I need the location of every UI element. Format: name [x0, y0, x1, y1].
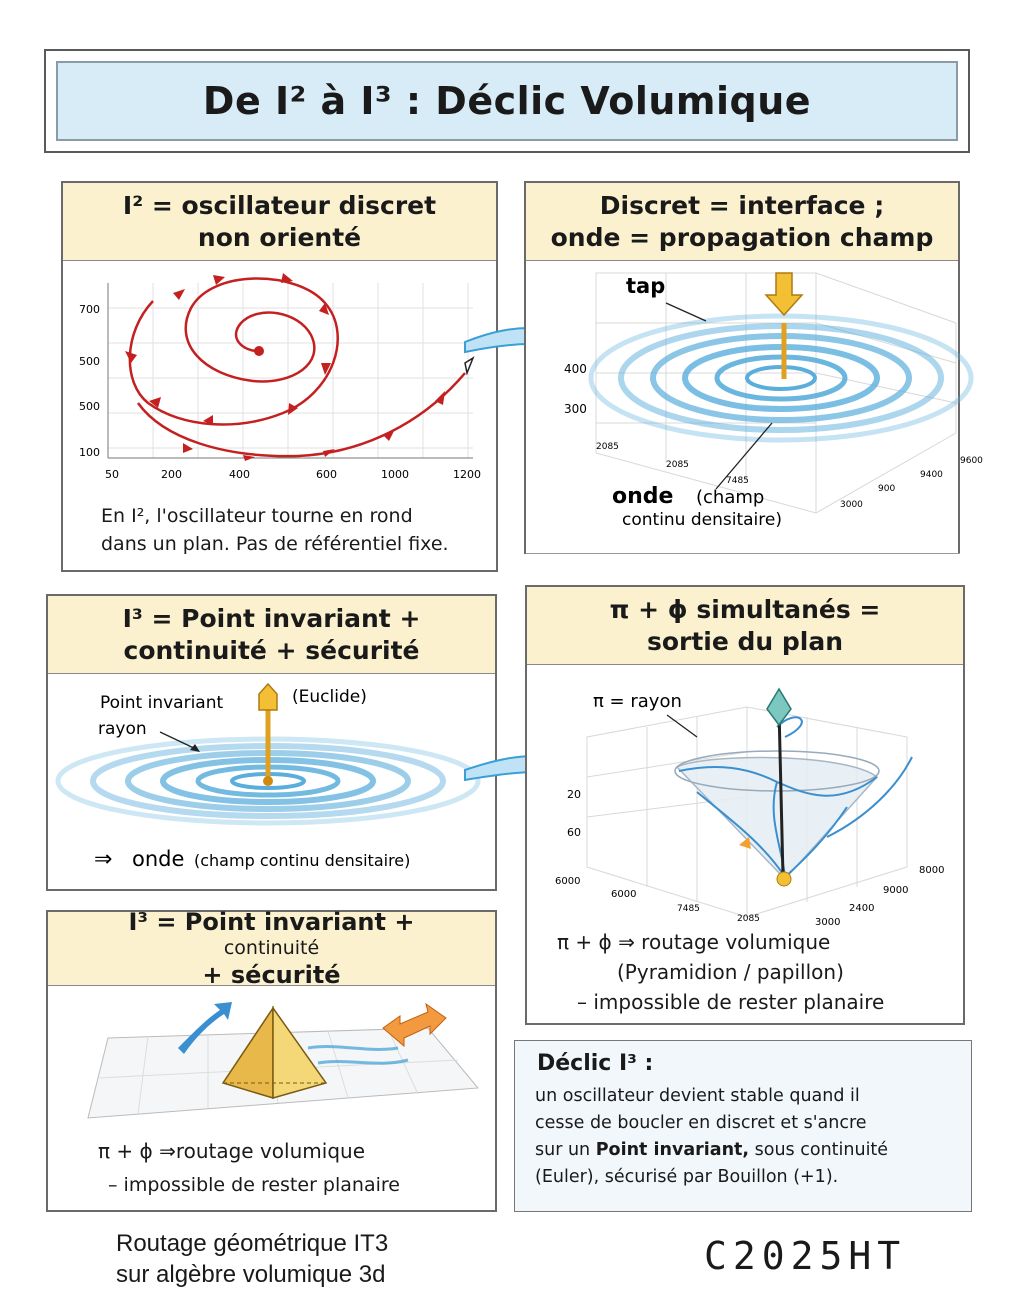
cone-gold-marker: [739, 837, 751, 849]
ripple-axis-label-3: 7485: [726, 476, 749, 486]
panel-pi-phi-heading-line2: sortie du plan: [646, 626, 844, 656]
y-tick-2: 500: [79, 355, 100, 368]
ripple-axis-label-5: 9600: [960, 456, 983, 466]
panel-pi-phi-heading-line1: π + ϕ simultanés =: [609, 595, 881, 625]
panel-discrete-heading-line1: Discret = interface ;: [599, 191, 885, 221]
invariant-arrowhead: [259, 684, 277, 710]
invariant-base-dot: [263, 776, 273, 786]
cone-axis-label-2: 6000: [611, 889, 637, 900]
cone-y-tick-1: 20: [567, 788, 581, 801]
cone-body: [677, 758, 877, 879]
y-tick-4: 100: [79, 446, 100, 459]
panel-discrete-interface: [524, 181, 983, 554]
euclide-label: (Euclide): [292, 687, 367, 707]
panel-pi-phi-caption: [557, 927, 884, 1017]
onde-label-3: onde: [132, 847, 185, 871]
cone-axis-label-5: 8000: [919, 865, 945, 876]
panel-pi-phi-heading: [527, 587, 963, 665]
pyramid-line1: π + ϕ ⇒routage volumique: [98, 1139, 365, 1163]
cone-apex-dot: [777, 872, 791, 886]
cone-axis-label-4: 2085: [737, 914, 760, 924]
pi-phi-line1: π + ϕ ⇒ routage volumique: [557, 930, 831, 954]
ripple-axis-label-6: 900: [878, 484, 896, 494]
ripple-3d-chart: [526, 263, 983, 553]
x-tick-6: 1200: [453, 468, 481, 481]
panel-i2-caption-line2: dans un plan. Pas de référentiel fixe.: [101, 532, 449, 555]
panel-i3-heading-line1: I³ = Point invariant +: [122, 604, 421, 634]
tap-pointer: [666, 303, 706, 321]
panel-i2-heading: [63, 183, 496, 261]
panel-i3-pyramid-heading: [48, 907, 495, 990]
spiral-center-dot: [254, 346, 264, 356]
footer-caption: [116, 1228, 388, 1290]
onde-sub-1: (champ: [696, 487, 765, 508]
declic-text: [535, 1083, 888, 1192]
cone-y-tick-2: 60: [567, 826, 581, 839]
footer-line2: sur algèbre volumique 3d: [116, 1261, 386, 1289]
ripple-axis-label-7: 3000: [840, 500, 863, 510]
cone-axis-label-1: 6000: [555, 876, 581, 887]
cone-axis-label-8: 3000: [815, 917, 841, 928]
panel-i3-heading: [48, 596, 495, 674]
spiral-chart: [63, 263, 496, 493]
x-tick-4: 600: [316, 468, 337, 481]
declic-line3-a: sur un: [535, 1140, 596, 1161]
x-tick-3: 400: [229, 468, 250, 481]
panel-i3-heading-line2: continuité + sécurité: [123, 635, 420, 665]
title-banner: [56, 61, 958, 141]
rayon-label: rayon: [98, 719, 147, 739]
panel-i3-invariant: [46, 594, 497, 891]
y-tick-3: 500: [79, 400, 100, 413]
panel-i3-pyramid-heading-line2: + sécurité: [202, 961, 341, 990]
cone-3d-chart: [527, 667, 963, 927]
panel-i3-pyramid-caption: [98, 1134, 400, 1202]
title-frame: [44, 49, 970, 153]
panel-i3-pyramid: [46, 907, 497, 1212]
declic-line3-c: sous continuité: [749, 1140, 889, 1161]
pyramid-illustration: [48, 988, 495, 1128]
declic-line2: cesse de boucler en discret et s'ancre: [535, 1113, 867, 1134]
spiral-outer-curve: [138, 373, 465, 456]
footer-code: C2025HT: [704, 1234, 907, 1278]
x-tick-1: 50: [105, 468, 119, 481]
ripple-axis-label-4: 9400: [920, 470, 943, 480]
onde-arrow-symbol: ⇒: [94, 847, 113, 872]
pi-rayon-label: π = rayon: [593, 691, 682, 712]
declic-line3-bold: Point invariant,: [595, 1140, 750, 1161]
pi-pointer: [667, 715, 697, 737]
declic-line4: (Euler), sécurisé par Bouillon (+1).: [535, 1167, 839, 1188]
point-invariant-label: Point invariant: [100, 693, 224, 713]
onde-label: onde: [612, 484, 674, 509]
pi-phi-line3: – impossible de rester planaire: [577, 990, 885, 1014]
x-tick-5: 1000: [381, 468, 409, 481]
ripple-y-tick-2: 300: [564, 402, 587, 416]
declic-heading: Déclic I³ :: [537, 1051, 654, 1076]
declic-line1: un oscillateur devient stable quand il: [535, 1086, 860, 1106]
spiral-curve: [130, 278, 338, 424]
cone-axis-label-7: 2400: [849, 903, 875, 914]
ripple-axis-label-1: 2085: [596, 442, 619, 452]
cone-axis-label-3: 7485: [677, 904, 700, 914]
tap-label: tap: [626, 274, 666, 298]
declic-line3: [535, 1137, 888, 1164]
onde-sub-2: continu densitaire): [622, 510, 782, 530]
panel-declic-summary: [514, 1040, 972, 1212]
panel-i2-heading-line1: I² = oscillateur discret: [122, 191, 437, 221]
panel-i2-caption-line1: En I², l'oscillateur tourne en rond: [101, 505, 413, 527]
ripple-axis-label-2: 2085: [666, 460, 689, 470]
y-tick-1: 700: [79, 303, 100, 316]
panel-i2-oscillator: [61, 181, 498, 572]
pyramid-heading-part-a: I³ = Point invariant +: [128, 907, 415, 936]
panel-pi-phi: [525, 585, 965, 1025]
pyramid-line2: – impossible de rester planaire: [108, 1174, 400, 1196]
panel-discrete-bottom-rule: [526, 553, 960, 554]
pyramid-heading-part-b: continuité: [223, 936, 320, 959]
panel-discrete-heading-line2: onde = propagation champ: [550, 222, 934, 252]
page-title: De I² à I³ : Déclic Volumique: [202, 79, 812, 123]
ripple-y-tick-1: 400: [564, 362, 587, 376]
panel-i3-pyramid-heading-line1: [48, 907, 495, 961]
footer-line1: Routage géométrique IT3: [116, 1230, 389, 1257]
panel-discrete-heading: [526, 183, 958, 261]
panel-i2-caption: [101, 503, 449, 558]
invariant-point-illustration: [48, 676, 495, 891]
tap-arrow: [766, 273, 802, 315]
x-tick-2: 200: [161, 468, 182, 481]
onde-sub-3: (champ continu densitaire): [194, 851, 411, 870]
panel-i2-heading-line2: non orienté: [197, 222, 362, 252]
cone-axis-label-6: 9000: [883, 885, 909, 896]
pi-phi-line2: (Pyramidion / papillon): [617, 960, 844, 984]
ripple-rings: [591, 316, 971, 440]
